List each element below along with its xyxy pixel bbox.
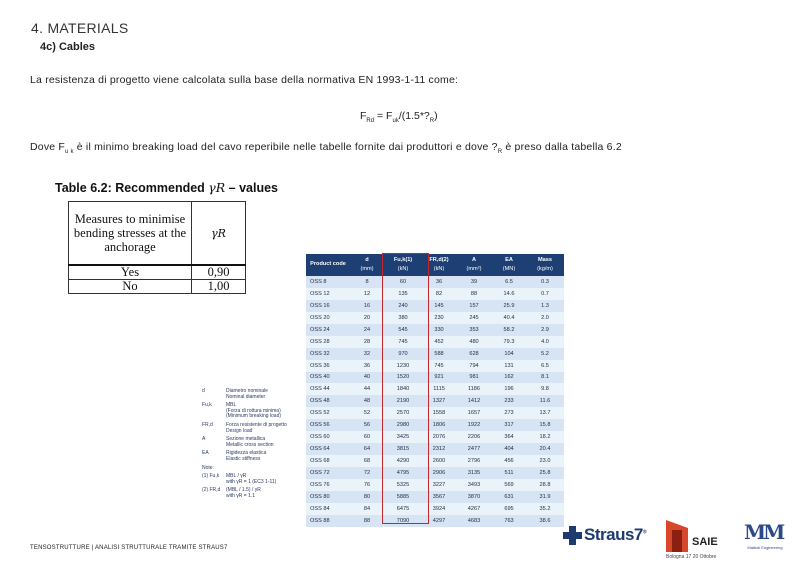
table-row — [69, 280, 246, 294]
table-cell: 5885 — [384, 491, 422, 503]
table-cell: OSS 48 — [306, 395, 350, 407]
table-row — [306, 312, 564, 324]
table-cell: 981 — [456, 372, 492, 384]
table-cell: 2076 — [422, 431, 456, 443]
table-6-2-cell: Yes — [69, 265, 192, 280]
table-cell: 8 — [350, 276, 384, 288]
table-cell: 58.2 — [492, 324, 526, 336]
table-cell: 28.8 — [526, 479, 564, 491]
table-cell: 330 — [422, 324, 456, 336]
table-cell: 2206 — [456, 431, 492, 443]
table-cell: 2312 — [422, 443, 456, 455]
legend-symbol: d — [202, 388, 205, 394]
table-row — [306, 383, 564, 395]
table-cell: OSS 72 — [306, 467, 350, 479]
table-cell: 39 — [456, 276, 492, 288]
table-cell: 4683 — [456, 515, 492, 527]
legend-text: Rigidezza elastica Elastic stiffness — [226, 450, 267, 462]
table-cell: 1230 — [384, 360, 422, 372]
table-cell: 3924 — [422, 503, 456, 515]
legend-text: MBL (Forza di rottura minima) (Minimum breaking load) — [226, 402, 282, 420]
table-cell: 3870 — [456, 491, 492, 503]
legend-item — [202, 451, 287, 462]
table-cell: OSS 40 — [306, 372, 350, 384]
table-cell: 157 — [456, 300, 492, 312]
table-cell: 76 — [350, 479, 384, 491]
table-row — [306, 288, 564, 300]
table-cell: 88 — [456, 288, 492, 300]
table-cell: 245 — [456, 312, 492, 324]
table-row — [306, 372, 564, 384]
table-cell: OSS 64 — [306, 443, 350, 455]
table-cell: OSS 60 — [306, 431, 350, 443]
table-cell: 5.2 — [526, 348, 564, 360]
table-cell: 233 — [492, 395, 526, 407]
table-cell: 745 — [422, 360, 456, 372]
table-cell: 82 — [422, 288, 456, 300]
legend-item — [202, 474, 287, 485]
table-6-2 — [68, 201, 246, 294]
table-cell: 1558 — [422, 407, 456, 419]
table-cell: 2600 — [422, 455, 456, 467]
table-cell: 0.3 — [526, 276, 564, 288]
table-cell: 631 — [492, 491, 526, 503]
table-row — [306, 407, 564, 419]
table-row — [306, 503, 564, 515]
table-cell: 794 — [456, 360, 492, 372]
legend-item — [202, 437, 287, 448]
table-cell: OSS 76 — [306, 479, 350, 491]
table-cell: 588 — [422, 348, 456, 360]
table-row — [306, 348, 564, 360]
table-cell: 628 — [456, 348, 492, 360]
table-cell: 1186 — [456, 383, 492, 395]
table-row — [306, 419, 564, 431]
table-cell: 3227 — [422, 479, 456, 491]
table-cell: 20.4 — [526, 443, 564, 455]
legend-item — [202, 403, 287, 420]
table-cell: 25.9 — [492, 300, 526, 312]
legend-item — [202, 389, 287, 400]
table-row — [306, 360, 564, 372]
table-row — [306, 431, 564, 443]
table-cell: OSS 68 — [306, 455, 350, 467]
table-cell: 2796 — [456, 455, 492, 467]
legend-text: (MBL / 1.5) / γR with γR = 1.1 — [226, 487, 261, 499]
table-cell: 52 — [350, 407, 384, 419]
table-cell: 38.6 — [526, 515, 564, 527]
legend-symbol: FR,d — [202, 421, 213, 428]
table-row — [69, 265, 246, 280]
table-row — [306, 515, 564, 527]
table-cell: 2906 — [422, 467, 456, 479]
table-cell: OSS 32 — [306, 348, 350, 360]
table-cell: 104 — [492, 348, 526, 360]
table-row — [306, 491, 564, 503]
table-cell: 131 — [492, 360, 526, 372]
table-cell: 28 — [350, 336, 384, 348]
column-header: Product code — [306, 254, 350, 276]
table-cell: 40.4 — [492, 312, 526, 324]
table-row — [306, 336, 564, 348]
table-cell: 404 — [492, 443, 526, 455]
column-header: d (mm) — [350, 254, 384, 276]
table-cell: 60 — [384, 276, 422, 288]
table-cell: 3493 — [456, 479, 492, 491]
table-row — [306, 276, 564, 288]
table-cell: 2477 — [456, 443, 492, 455]
table-cell: 5325 — [384, 479, 422, 491]
column-header: Fu,k(1) (kN) — [384, 254, 422, 276]
legend-symbol: Note: — [202, 464, 214, 471]
legend-text: Sezione metallica Metallic cross section — [226, 436, 274, 448]
table-cell: OSS 28 — [306, 336, 350, 348]
table-cell: 0.7 — [526, 288, 564, 300]
table-row — [306, 395, 564, 407]
table-cell: 24 — [350, 324, 384, 336]
table-cell: OSS 36 — [306, 360, 350, 372]
table-row — [306, 479, 564, 491]
table-cell: 230 — [422, 312, 456, 324]
table-cell: 745 — [384, 336, 422, 348]
table-cell: 60 — [350, 431, 384, 443]
straus7-cubes-icon — [563, 526, 581, 544]
table-cell: OSS 16 — [306, 300, 350, 312]
table-cell: 72 — [350, 467, 384, 479]
table-cell: 4267 — [456, 503, 492, 515]
table-6-2-cell: 1,00 — [192, 280, 246, 294]
table-cell: OSS 8 — [306, 276, 350, 288]
table-cell: 8.1 — [526, 372, 564, 384]
table-cell: 2570 — [384, 407, 422, 419]
table-cell: 14.6 — [492, 288, 526, 300]
cable-product-table — [306, 254, 564, 527]
table-cell: 695 — [492, 503, 526, 515]
intro-paragraph: La resistenza di progetto viene calcolata sulla base della normativa EN 1993-1-11 come: — [30, 74, 459, 86]
table-cell: 6475 — [384, 503, 422, 515]
table-cell: OSS 24 — [306, 324, 350, 336]
table-cell: 88 — [350, 515, 384, 527]
table-cell: 4290 — [384, 455, 422, 467]
section-title: 4. MATERIALS — [31, 20, 129, 36]
legend-text: Forza resistente di progetto Design load — [226, 421, 287, 434]
table-cell: 1520 — [384, 372, 422, 384]
table-row — [306, 443, 564, 455]
table-cell: 7090 — [384, 515, 422, 527]
table-cell: 16 — [350, 300, 384, 312]
table-row — [306, 455, 564, 467]
table-cell: 3425 — [384, 431, 422, 443]
table-cell: OSS 84 — [306, 503, 350, 515]
table-cell: 456 — [492, 455, 526, 467]
table-cell: OSS 56 — [306, 419, 350, 431]
table-cell: 380 — [384, 312, 422, 324]
column-header: A (mm²) — [456, 254, 492, 276]
table-cell: 970 — [384, 348, 422, 360]
table-cell: 2980 — [384, 419, 422, 431]
section-subtitle: 4c) Cables — [40, 41, 96, 53]
explanation-paragraph: Dove $F_{u k}$ è il minimo breaking load del cavo reperibile nelle tabelle fornite dai produttori e dove $?_R$ è preso dalla tabella 6.2 — [30, 141, 622, 156]
table-cell: 452 — [422, 336, 456, 348]
table-row — [306, 467, 564, 479]
table-cell: 1840 — [384, 383, 422, 395]
table-cell: 569 — [492, 479, 526, 491]
table-6-2-caption: Table 6.2: Recommended γR – values — [55, 180, 279, 195]
table-cell: 35.2 — [526, 503, 564, 515]
table-cell: 3815 — [384, 443, 422, 455]
legend-text: Diametro nominale Nominal diameter — [226, 388, 268, 400]
table-cell: 921 — [422, 372, 456, 384]
table-cell: 44 — [350, 383, 384, 395]
legend-symbol: A — [202, 436, 206, 443]
table-cell: 79.3 — [492, 336, 526, 348]
table-cell: 1412 — [456, 395, 492, 407]
table-row — [306, 300, 564, 312]
table-cell: 1922 — [456, 419, 492, 431]
table-cell: 48 — [350, 395, 384, 407]
table-cell: 196 — [492, 383, 526, 395]
table-cell: 2190 — [384, 395, 422, 407]
design-formula: $F_{Rd}$ = $F_{uk}/(1.5*?_R)$ — [360, 110, 438, 125]
table-cell: 4795 — [384, 467, 422, 479]
table-6-2-header-measures: Measures to minimise bending stresses at the anchorage — [69, 202, 192, 266]
table-cell: 32 — [350, 348, 384, 360]
table-cell: 145 — [422, 300, 456, 312]
table-cell: 480 — [456, 336, 492, 348]
table-cell: 240 — [384, 300, 422, 312]
column-header: FR,d(2) (kN) — [422, 254, 456, 276]
column-header: Mass (kg/m) — [526, 254, 564, 276]
table-cell: 3135 — [456, 467, 492, 479]
table-cell: 40 — [350, 372, 384, 384]
table-cell: 6.5 — [492, 276, 526, 288]
fuk-column-highlight — [382, 253, 429, 524]
page-footer: TENSOSTRUTTURE | ANALISI STRUTTURALE TRAMITE STRAUS7 — [30, 545, 228, 551]
table-cell: 1806 — [422, 419, 456, 431]
table-cell: 36 — [422, 276, 456, 288]
table-cell: 84 — [350, 503, 384, 515]
table-cell: 3567 — [422, 491, 456, 503]
table-cell: 31.9 — [526, 491, 564, 503]
table-cell: 11.6 — [526, 395, 564, 407]
table-cell: 364 — [492, 431, 526, 443]
table-cell: 4.0 — [526, 336, 564, 348]
legend-symbol: (1) Fu,k — [202, 473, 220, 480]
symbol-legend — [202, 389, 287, 503]
table-6-2-cell: No — [69, 280, 192, 294]
table-cell: OSS 88 — [306, 515, 350, 527]
table-cell: 68 — [350, 455, 384, 467]
legend-item — [202, 488, 287, 499]
table-cell: 2.0 — [526, 312, 564, 324]
table-cell: OSS 20 — [306, 312, 350, 324]
table-cell: 317 — [492, 419, 526, 431]
table-cell: OSS 52 — [306, 407, 350, 419]
table-cell: 545 — [384, 324, 422, 336]
table-cell: OSS 44 — [306, 383, 350, 395]
table-cell: 1327 — [422, 395, 456, 407]
table-cell: 1115 — [422, 383, 456, 395]
table-cell: 162 — [492, 372, 526, 384]
table-cell: 56 — [350, 419, 384, 431]
legend-item — [202, 466, 287, 472]
table-cell: 135 — [384, 288, 422, 300]
column-header: EA (MN) — [492, 254, 526, 276]
table-6-2-cell: 0,90 — [192, 265, 246, 280]
table-cell: 13.7 — [526, 407, 564, 419]
table-cell: 25.8 — [526, 467, 564, 479]
legend-symbol: EA — [202, 450, 209, 457]
table-cell: 9.8 — [526, 383, 564, 395]
table-cell: 763 — [492, 515, 526, 527]
legend-symbol: (2) FR,d — [202, 487, 221, 494]
table-cell: 64 — [350, 443, 384, 455]
table-cell: 2.9 — [526, 324, 564, 336]
table-cell: 1.3 — [526, 300, 564, 312]
table-cell: 15.8 — [526, 419, 564, 431]
table-cell: 23.0 — [526, 455, 564, 467]
table-cell: OSS 80 — [306, 491, 350, 503]
legend-text: MBL / γR with γR = 1 (EC3 1-11) — [226, 473, 277, 485]
legend-symbol: Fu,k — [202, 402, 212, 409]
mattioli-logo: MM Mattioli Engineering — [744, 520, 783, 550]
table-cell: 6.5 — [526, 360, 564, 372]
table-cell: 20 — [350, 312, 384, 324]
table-6-2-header-gamma: γR — [192, 202, 246, 266]
table-cell: 273 — [492, 407, 526, 419]
table-cell: 36 — [350, 360, 384, 372]
table-cell: 4297 — [422, 515, 456, 527]
table-row — [306, 324, 564, 336]
table-cell: 353 — [456, 324, 492, 336]
table-cell: 1657 — [456, 407, 492, 419]
table-cell: OSS 12 — [306, 288, 350, 300]
table-cell: 12 — [350, 288, 384, 300]
saie-logo: SAIE Bologna 17 20 Ottobre — [666, 520, 736, 560]
table-cell: 18.2 — [526, 431, 564, 443]
legend-item — [202, 423, 287, 434]
straus7-logo: Straus7® — [563, 525, 646, 545]
table-cell: 80 — [350, 491, 384, 503]
table-cell: 511 — [492, 467, 526, 479]
table-header-row — [306, 254, 564, 276]
